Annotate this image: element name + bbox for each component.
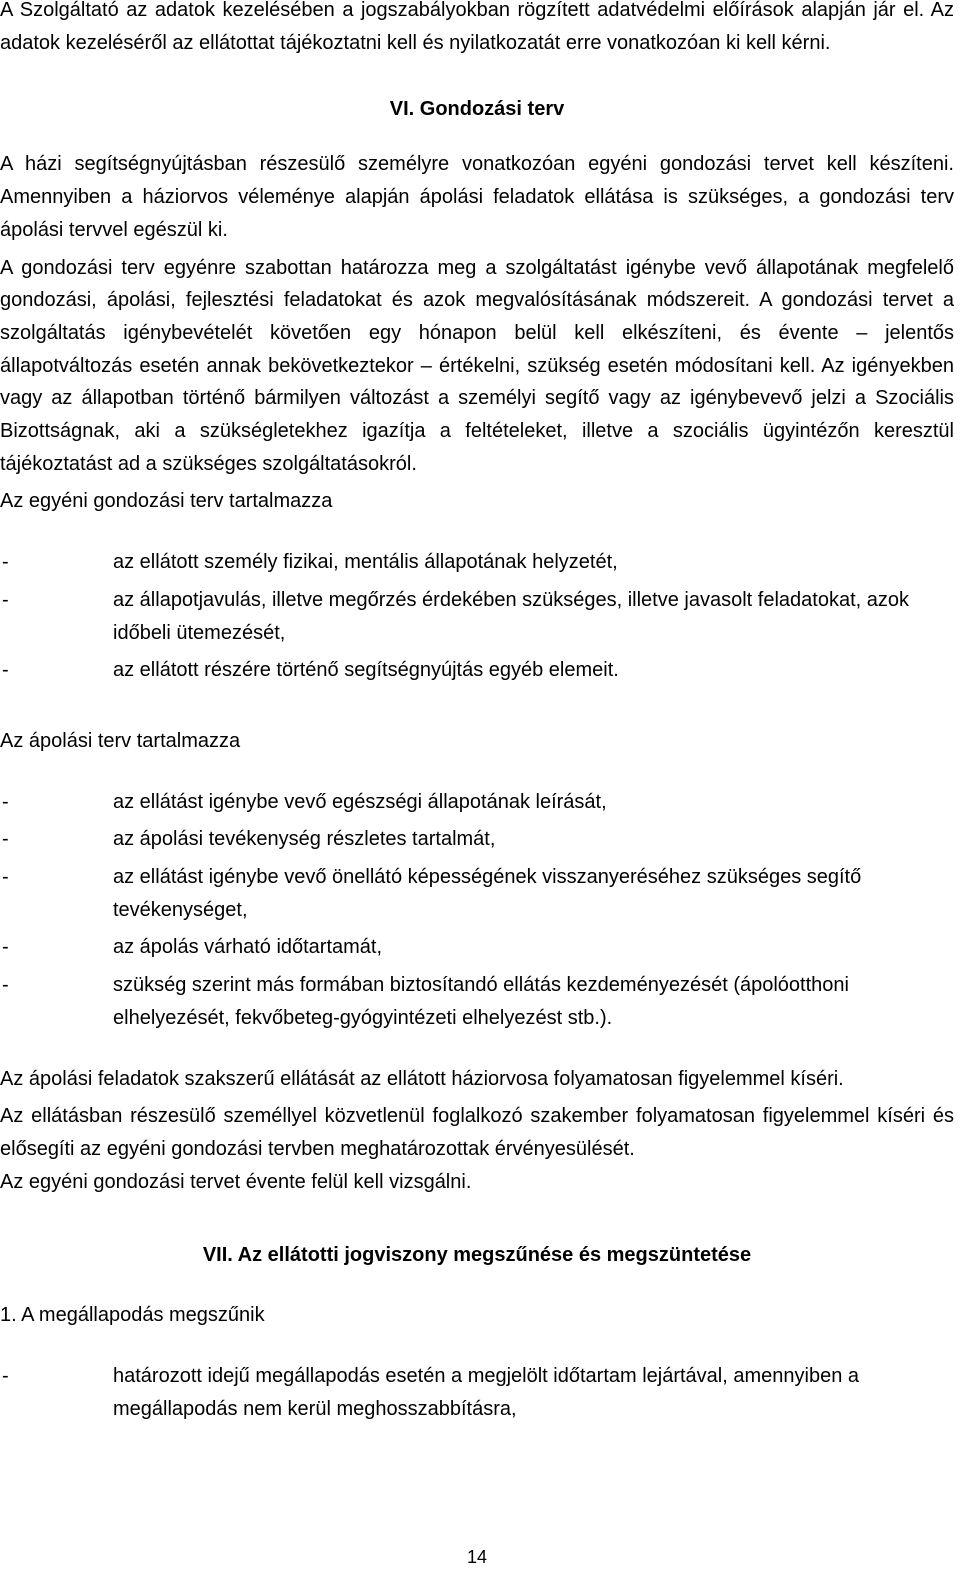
- list-item: - szükség szerint más formában biztosítandó ellátás kezdeményezését (ápolóotthoni elhelyezését, fekvőbeteg-gyógyintézeti elhelyezést stb.).: [0, 969, 954, 1034]
- page-number: 14: [466, 1547, 488, 1567]
- dash-bullet: -: [2, 974, 9, 997]
- section-6-paragraph-1: A házi segítségnyújtásban részesülő személyre vonatkozóan egyéni gondozási tervet kell készíteni. Amennyiben a háziorvos véleménye alapján ápolási feladatok ellátása is szükséges, a gondozási terv ápolási tervvel egészül ki.: [0, 153, 954, 241]
- dash-bullet: -: [2, 790, 9, 813]
- list-item: - az ellátott személy fizikai, mentális állapotának helyzetét,: [0, 546, 954, 579]
- list-item: - az ápolás várható időtartamát,: [0, 931, 954, 964]
- intro-paragraph: A Szolgáltató az adatok kezelésében a jogszabályokban rögzített adatvédelmi előírások alapján jár el. Az adatok kezeléséről az ellátottat tájékoztatni kell és nyilatkozatát erre vonatkozóan ki kell kérni.: [0, 0, 954, 54]
- termination-list: [0, 1360, 954, 1425]
- section-6-paragraph-2: A gondozási terv egyénre szabottan határozza meg a szolgáltatást igénybe vevő állapotának megfelelő gondozási, ápolási, fejlesztési feladatokat és azok megvalósításának módszereit. A gondozási tervet a szolgáltatás igénybevételét követően egy hónapon belül kell elkészíteni, és évente – jelentős állapotváltozás esetén annak bekövetkeztekor – értékelni, szükség esetén módosítani kell. Az igényekben vagy az állapotban történő bármilyen változást a személyi segítő vagy az igénybevevő jelzi a Szociális Bizottságnak, aki a szükségletekhez igazítja a feltételeket, illetve a szociális ügyintézőn keresztül tájékoztatást ad a szükséges szolgáltatásokról.: [0, 256, 954, 475]
- list-item: - az állapotjavulás, illetve megőrzés érdekében szükséges, illetve javasolt feladatokat, azok időbeli ütemezését,: [0, 584, 954, 649]
- section-6-paragraph-5: Az egyéni gondozási tervet évente felül kell vizsgálni.: [0, 1170, 472, 1193]
- dash-bullet: -: [2, 551, 9, 574]
- list-item: - az ápolási tevékenység részletes tartalmát,: [0, 823, 954, 856]
- section-6-paragraph-3: Az ápolási feladatok szakszerű ellátását az ellátott háziorvosa folyamatosan figyelemmel kíséri.: [0, 1067, 844, 1090]
- list-item: - az ellátást igénybe vevő önellátó képességének visszanyeréséhez szükséges segítő tevékenységet,: [0, 861, 954, 926]
- care-plan-list: [0, 546, 954, 687]
- dash-bullet: -: [2, 936, 9, 959]
- dash-bullet: -: [2, 659, 9, 682]
- section-7-subheading: 1. A megállapodás megszűnik: [0, 1304, 265, 1327]
- list-item: - az ellátást igénybe vevő egészségi állapotának leírását,: [0, 786, 954, 819]
- dash-bullet: -: [2, 866, 9, 889]
- dash-bullet: -: [2, 588, 9, 611]
- section-6-title: VI. Gondozási terv: [389, 98, 565, 121]
- section-7-title: VII. Az ellátotti jogviszony megszűnése és megszüntetése: [202, 1244, 752, 1267]
- dash-bullet: -: [2, 1365, 9, 1388]
- care-plan-list-intro: Az egyéni gondozási terv tartalmazza: [0, 490, 333, 513]
- dash-bullet: -: [2, 828, 9, 851]
- nursing-plan-list-intro: Az ápolási terv tartalmazza: [0, 729, 241, 752]
- list-item: - határozott idejű megállapodás esetén a megjelölt időtartam lejártával, amennyiben a megállapodás nem kerül meghosszabbításra,: [0, 1360, 863, 1425]
- section-6-paragraph-4: Az ellátásban részesülő személlyel közvetlenül foglalkozó szakember folyamatosan figyelemmel kíséri és elősegíti az egyéni gondozási tervben meghatározottak érvényesülését.: [0, 1105, 954, 1160]
- list-item: - az ellátott részére történő segítségnyújtás egyéb elemeit.: [0, 654, 954, 687]
- nursing-plan-list: [0, 786, 954, 1035]
